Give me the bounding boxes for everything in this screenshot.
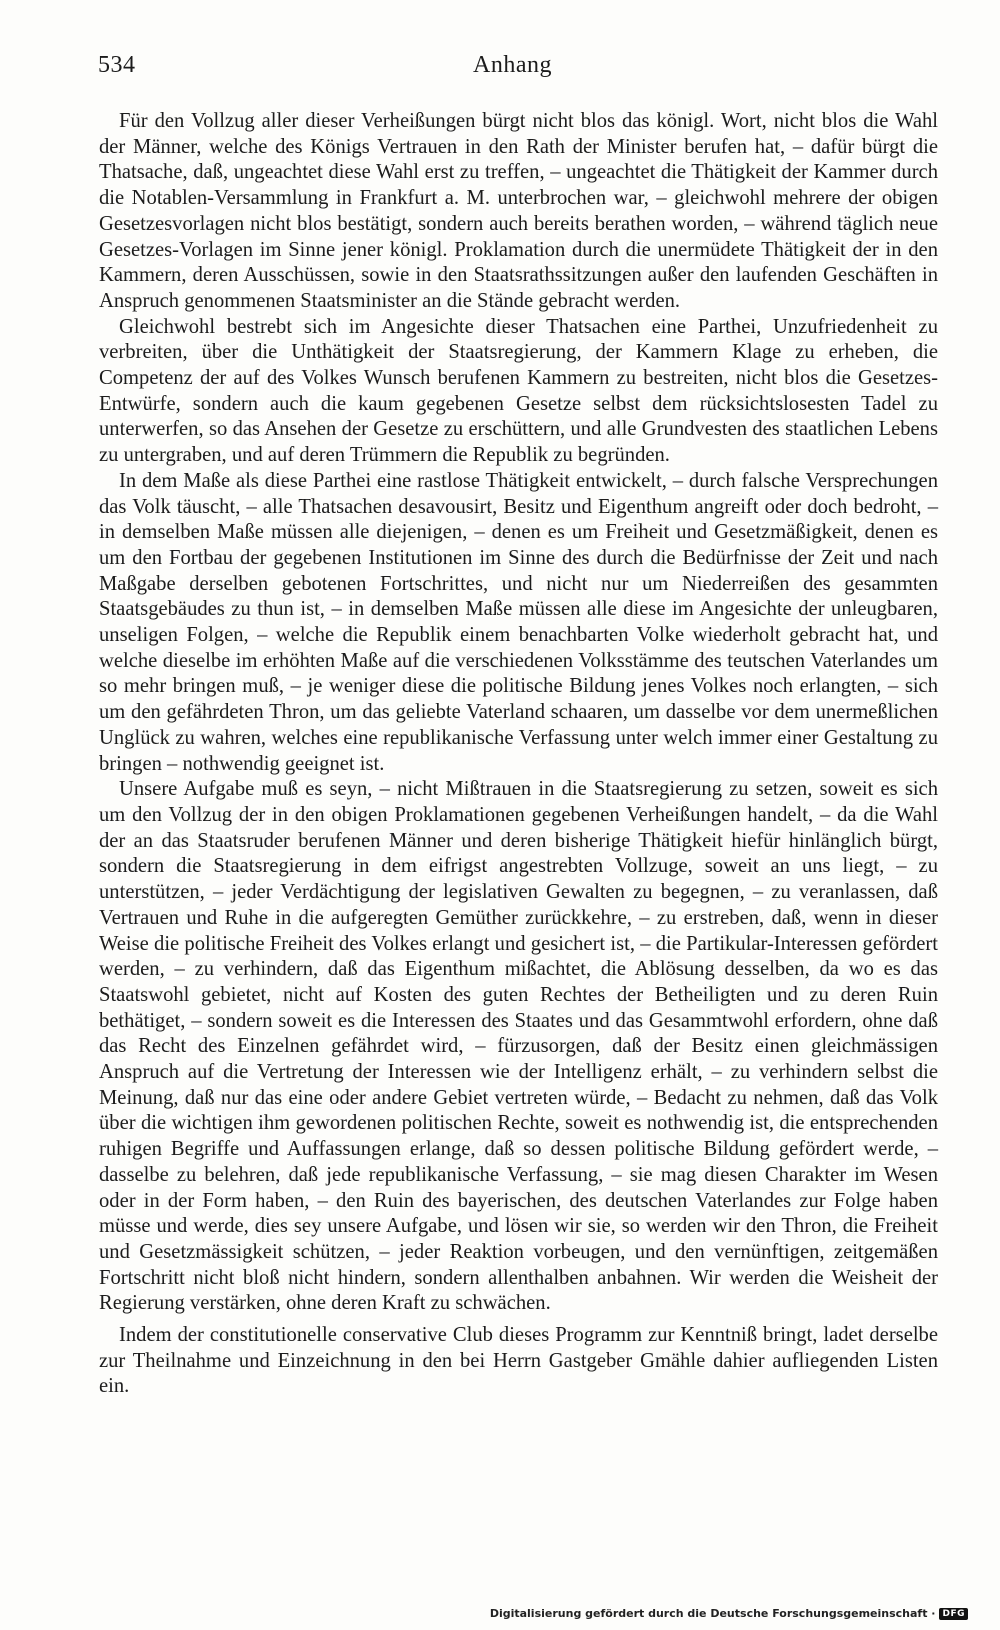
body-text [99,109,938,1400]
paragraph-1: Für den Vollzug aller dieser Verheißungen bürgt nicht blos das königl. Wort, nicht blos die Wahl der Männer, welche des Königs Vertrauen in den Rath der Minister berufen hat, – dafür bürgt die Thatsache, daß, ungeachtet diese Wahl erst zu treffen, – ungeachtet die Thätigkeit der Kammer durch die Notablen-Versammlung in Frankfurt a. M. unterbrochen war, – gleichwohl mehrere der obigen Gesetzesvorlagen nicht blos bestätigt, sondern auch bereits berathen worden, – während täglich neue Gesetzes-Vorlagen im Sinne jener königl. Proklamation durch die unermüdete Thätigkeit der in den Kammern, deren Ausschüssen, sowie in den Staatsrathssitzungen außer den laufenden Geschäften in Anspruch genommenen Staatsminister an die Stände gebracht werden. [99,110,938,312]
dfg-logo: DFG [939,1608,968,1620]
paragraph-5: Indem der constitutionelle conservative Club dieses Programm zur Kenntniß bringt, ladet derselbe zur Theilnahme und Einzeichnung in den bei Herrn Gastgeber Gmähle dahier aufliegenden Listen ein. [99,1324,938,1398]
digitization-credit [490,1607,968,1620]
paragraph-3: In dem Maße als diese Parthei eine rastlose Thätigkeit entwickelt, – durch falsche Versprechungen das Volk täuscht, – alle Thatsachen desavousirt, Besitz und Eigenthum angreift oder doch bedroht, – in demselben Maße müssen alle diejenigen, – denen es um Freiheit und Gesetzmäßigkeit, denen es um den Fortbau der gegebenen Institutionen im Sinne des durch die Bedürfnisse der Zeit und nach Maßgabe derselben gebotenen Fortschrittes, und nicht nur um Niederreißen des gesammten Staatsgebäudes zu thun ist, – in demselben Maße müssen alle diese im Angesichte der unleugbaren, unseligen Folgen, – welche die Republik einem benachbarten Volke wiederholt gebracht hat, und welche dieselbe im erhöhten Maße auf die verschiedenen Volksstämme des teutschen Vaterlandes um so mehr bringen muß, – je weniger diese die politische Bildung jenes Volkes noch erlangten, – sich um den gefährdeten Thron, um das geliebte Vaterland schaaren, um dasselbe vor dem unermeßlichen Unglück zu wahren, welches eine republikanische Verfassung unter welch immer einer Gestaltung zu bringen – nothwendig geeignet ist. [99,469,938,775]
credit-text: Digitalisierung gefördert durch die Deutsche Forschungsgemeinschaft · [489,1607,936,1620]
paragraph-4: Unsere Aufgabe muß es seyn, – nicht Mißtrauen in die Staatsregierung zu setzen, soweit es sich um den Vollzug der in den obigen Proklamationen gegebenen Verheißungen handelt, – da die Wahl der an das Staatsruder berufenen Männer und deren bisherige Thätigkeit hiefür hinlänglich bürgt, sondern die Staatsregierung in dem eifrigst angestrebten Vollzuge, soweit an uns liegt, – zu unterstützen, – jeder Verdächtigung der legislativen Gewalten zu begegnen, – zu veranlassen, daß Vertrauen und Ruhe in die aufgeregten Gemüther zurückkehre, – zu erstreben, daß, wenn in dieser Weise die politische Freiheit des Volkes erlangt und gesichert ist, – die Partikular-Interessen gefördert werden, – zu verhindern, daß das Eigenthum mißachtet, die Ablösung desselben, da wo es das Staatswohl gebietet, nicht auf Kosten des guten Rechtes der Betheiligten und zu deren Ruin bethätiget, – sondern soweit es die Interessen des Staates und das Gesammtwohl erfordern, ohne daß das Recht des Einzelnen gefährdet wird, – fürzusorgen, daß der Besitz einen gleichmässigen Anspruch auf die Vertretung der Interessen wie der Intelligenz erhält, – zu verhindern selbst die Meinung, daß nur das eine oder andere Gebiet vertreten würde, – Bedacht zu nehmen, daß das Volk über die wichtigen ihm gewordenen politischen Rechte, soweit es nothwendig ist, die entsprechenden ruhigen Begriffe und Auffassungen erlange, daß so dessen politische Bildung gefördert werde, – dasselbe zu belehren, daß jede republikanische Verfassung, – sie mag diesen Charakter im Wesen oder in der Form haben, – den Ruin des bayerischen, des deutschen Vaterlandes zur Folge haben müsse und werde, dies sey unsere Aufgabe, und lösen wir sie, so werden wir den Thron, die Freiheit und Gesetzmässigkeit schützen, – jeder Reaktion vorbeugen, und den vernünftigen, zeitgemäßen Fortschritt nicht bloß nicht hindern, sondern allenthalben anbahnen. Wir werden die Weisheit der Regierung verstärken, ohne deren Kraft zu schwächen. [99,778,938,1315]
page-number: 534 [98,52,136,78]
paragraph-2: Gleichwohl bestrebt sich im Angesichte dieser Thatsachen eine Parthei, Unzufriedenheit zu verbreiten, über die Unthätigkeit der Staatsregierung, der Kammern Klage zu erheben, die Competenz der auf des Volkes Wunsch berufenen Kammern zu bestreiten, nicht blos die Gesetzes-Entwürfe, sondern auch die kaum gegebenen Gesetze selbst dem rücksichtslosesten Tadel zu unterwerfen, so das Ansehen der Gesetze zu erschüttern, und alle Grundvesten des staatlichen Lebens zu untergraben, und auf deren Trümmern die Republik zu begründen. [99,315,938,467]
running-title: Anhang [473,52,552,78]
running-header [98,52,938,88]
